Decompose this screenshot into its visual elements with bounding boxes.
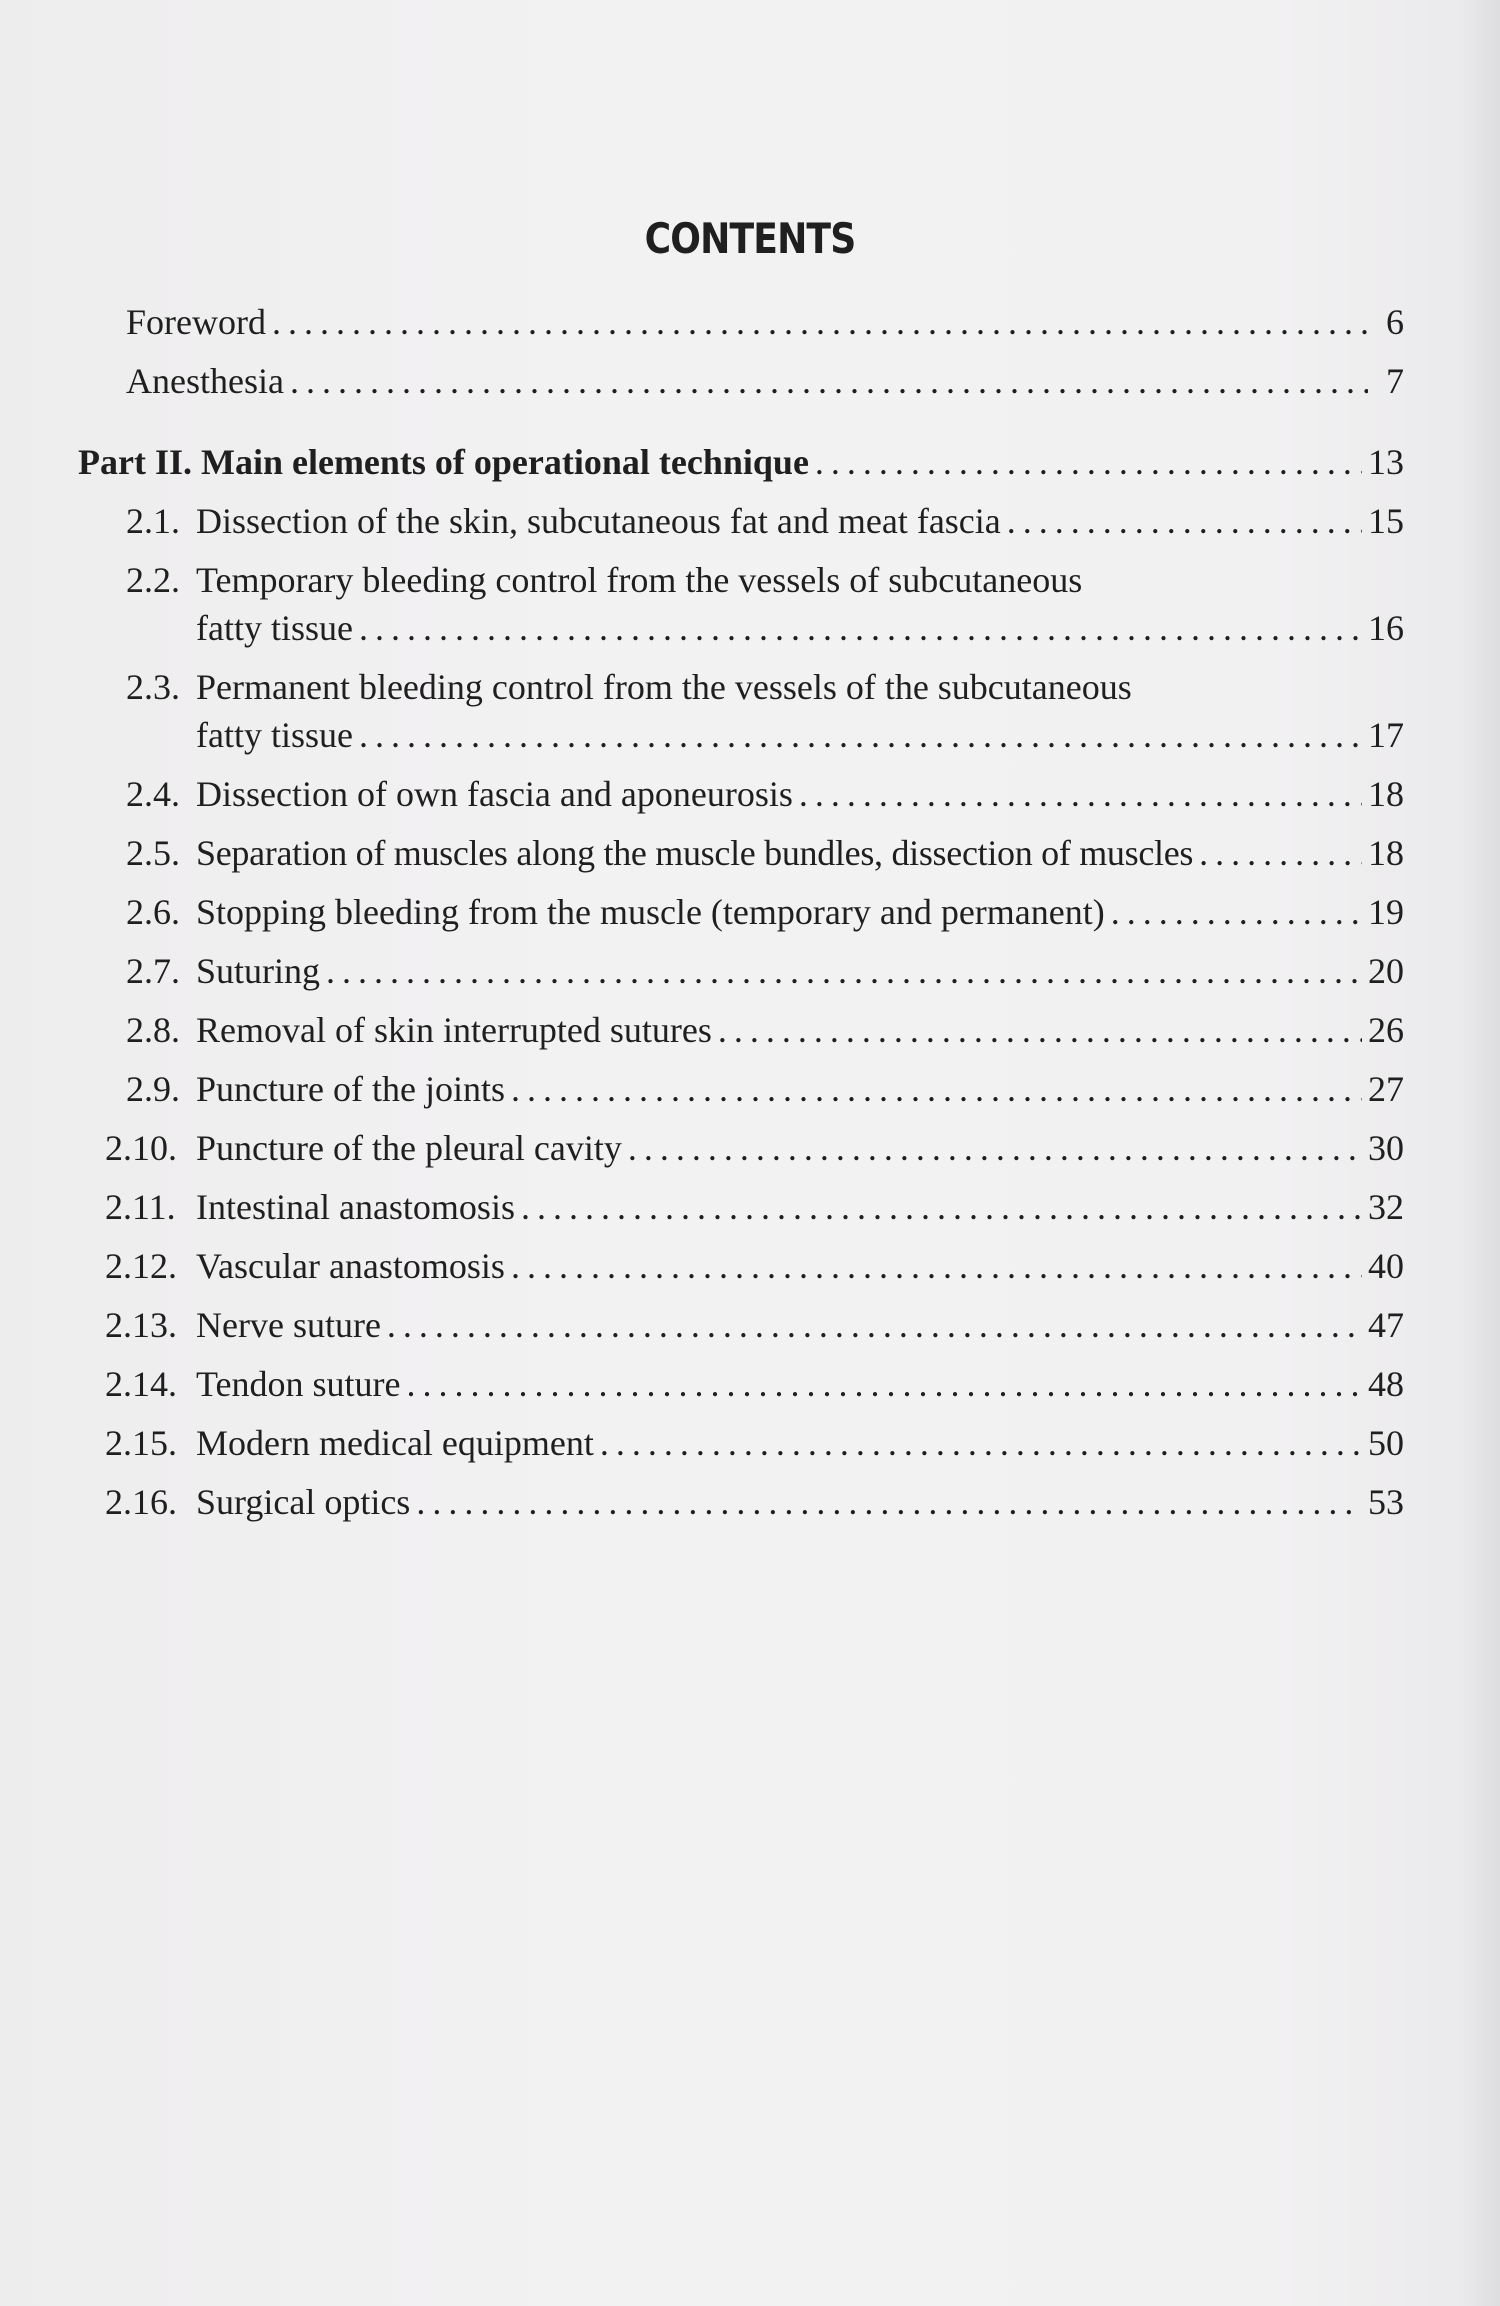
toc-entry-2-3 <box>126 665 1404 757</box>
toc-entry-page: 19 <box>1368 892 1404 932</box>
toc-entry-number: 2.3. <box>126 667 180 707</box>
toc-entry-2-8 <box>126 1008 1404 1052</box>
toc-entry-page: 48 <box>1368 1364 1404 1404</box>
toc-entry-number: 2.8. <box>126 1010 180 1050</box>
toc-entry-page: 32 <box>1368 1187 1404 1227</box>
page-title: CONTENTS <box>644 214 856 263</box>
toc-entry-page: 7 <box>1386 361 1404 401</box>
toc-entry-page: 20 <box>1368 951 1404 991</box>
toc-entry-title: Tendon suture <box>196 1364 401 1404</box>
toc-entry-page: 27 <box>1368 1069 1404 1109</box>
toc-entry-title: Dissection of the skin, subcutaneous fat and meat fascia <box>196 501 1001 541</box>
dot-leader <box>406 1362 1362 1406</box>
dot-leader <box>600 1421 1362 1465</box>
toc-entry-number: 2.11. <box>105 1187 176 1227</box>
toc-entry-anesthesia <box>126 359 1404 403</box>
toc-entry-title: Removal of skin interrupted sutures <box>196 1010 712 1050</box>
toc-entry-page: 15 <box>1368 501 1404 541</box>
toc-entry-title: Separation of muscles along the muscle bundles, dissection of muscles <box>196 833 1194 873</box>
dot-leader <box>416 1480 1362 1524</box>
toc-entry-part-2 <box>78 440 1404 484</box>
toc-entry-number: 2.9. <box>126 1069 180 1109</box>
toc-entry-page: 26 <box>1368 1010 1404 1050</box>
toc-entry-page: 16 <box>1368 608 1404 648</box>
toc-entry-2-11 <box>105 1185 1404 1229</box>
toc-entry-number: 2.10. <box>105 1128 177 1168</box>
toc-entry-title: Part II. Main elements of operational technique <box>78 442 809 482</box>
toc-entry-title: Suturing <box>196 951 321 991</box>
toc-entry-number: 2.13. <box>105 1305 177 1345</box>
toc-entry-title: Modern medical equipment <box>196 1423 594 1463</box>
dot-leader <box>1007 499 1362 543</box>
dot-leader <box>511 1067 1362 1111</box>
toc-entry-number: 2.1. <box>126 501 180 541</box>
toc-entry-2-9 <box>126 1067 1404 1111</box>
toc-entry-number: 2.4. <box>126 774 180 814</box>
toc-entry-page: 17 <box>1368 715 1404 755</box>
toc-entry-number: 2.15. <box>105 1423 177 1463</box>
dot-leader <box>359 606 1362 650</box>
toc-entry-number: 2.12. <box>105 1246 177 1286</box>
toc-entry-title: Surgical optics <box>196 1482 411 1522</box>
toc-entry-title: Foreword <box>126 302 266 342</box>
dot-leader <box>521 1185 1362 1229</box>
dot-leader <box>290 359 1368 403</box>
toc-entry-2-6 <box>126 890 1404 934</box>
toc-entry-page: 13 <box>1368 442 1404 482</box>
dot-leader <box>1199 831 1362 875</box>
toc-entry-2-16 <box>105 1480 1404 1524</box>
dot-leader <box>718 1008 1362 1052</box>
toc-entry-2-2 <box>126 558 1404 650</box>
dot-leader <box>359 713 1362 757</box>
dot-leader <box>799 772 1362 816</box>
toc-entry-title: Permanent bleeding control from the vessels of the subcutaneous <box>196 667 1132 707</box>
dot-leader <box>272 300 1368 344</box>
toc-entry-foreword <box>126 300 1404 344</box>
toc-entry-title: Puncture of the joints <box>196 1069 505 1109</box>
toc-entry-title-continued: fatty tissue <box>196 715 353 755</box>
toc-entry-title-continued: fatty tissue <box>196 608 353 648</box>
toc-entry-page: 40 <box>1368 1246 1404 1286</box>
toc-entry-number: 2.14. <box>105 1364 177 1404</box>
toc-entry-title: Stopping bleeding from the muscle (temporary and permanent) <box>196 892 1105 932</box>
toc-entry-number: 2.5. <box>126 833 180 873</box>
toc-entry-title: Anesthesia <box>126 361 284 401</box>
toc-entry-page: 50 <box>1368 1423 1404 1463</box>
dot-leader <box>1111 890 1362 934</box>
toc-entry-title: Nerve suture <box>196 1305 381 1345</box>
toc-entry-number: 2.7. <box>126 951 180 991</box>
dot-leader <box>628 1126 1362 1170</box>
toc-entry-2-12 <box>105 1244 1404 1288</box>
toc-entry-2-5 <box>126 831 1404 875</box>
toc-entry-title: Intestinal anastomosis <box>196 1187 515 1227</box>
toc-entry-page: 30 <box>1368 1128 1404 1168</box>
toc-entry-title: Dissection of own fascia and aponeurosis <box>196 774 793 814</box>
toc-entry-number: 2.16. <box>105 1482 177 1522</box>
toc-entry-2-4 <box>126 772 1404 816</box>
toc-entry-number: 2.2. <box>126 560 180 600</box>
toc-entry-page: 53 <box>1368 1482 1404 1522</box>
toc-entry-page: 18 <box>1368 774 1404 814</box>
dot-leader <box>815 440 1362 484</box>
toc-entry-page: 47 <box>1368 1305 1404 1345</box>
toc-entry-title: Temporary bleeding control from the vessels of subcutaneous <box>196 560 1083 600</box>
toc-entry-page: 6 <box>1386 302 1404 342</box>
toc-entry-title: Vascular anastomosis <box>196 1246 505 1286</box>
toc-entry-2-7 <box>126 949 1404 993</box>
toc-entry-title: Puncture of the pleural cavity <box>196 1128 622 1168</box>
toc-entry-2-1 <box>126 499 1404 543</box>
dot-leader <box>511 1244 1362 1288</box>
toc-entry-2-10 <box>105 1126 1404 1170</box>
dot-leader <box>387 1303 1362 1347</box>
toc-entry-number: 2.6. <box>126 892 180 932</box>
toc-entry-2-13 <box>105 1303 1404 1347</box>
toc-entry-page: 18 <box>1368 833 1404 873</box>
dot-leader <box>326 949 1362 993</box>
toc-entry-2-15 <box>105 1421 1404 1465</box>
toc-entry-2-14 <box>105 1362 1404 1406</box>
